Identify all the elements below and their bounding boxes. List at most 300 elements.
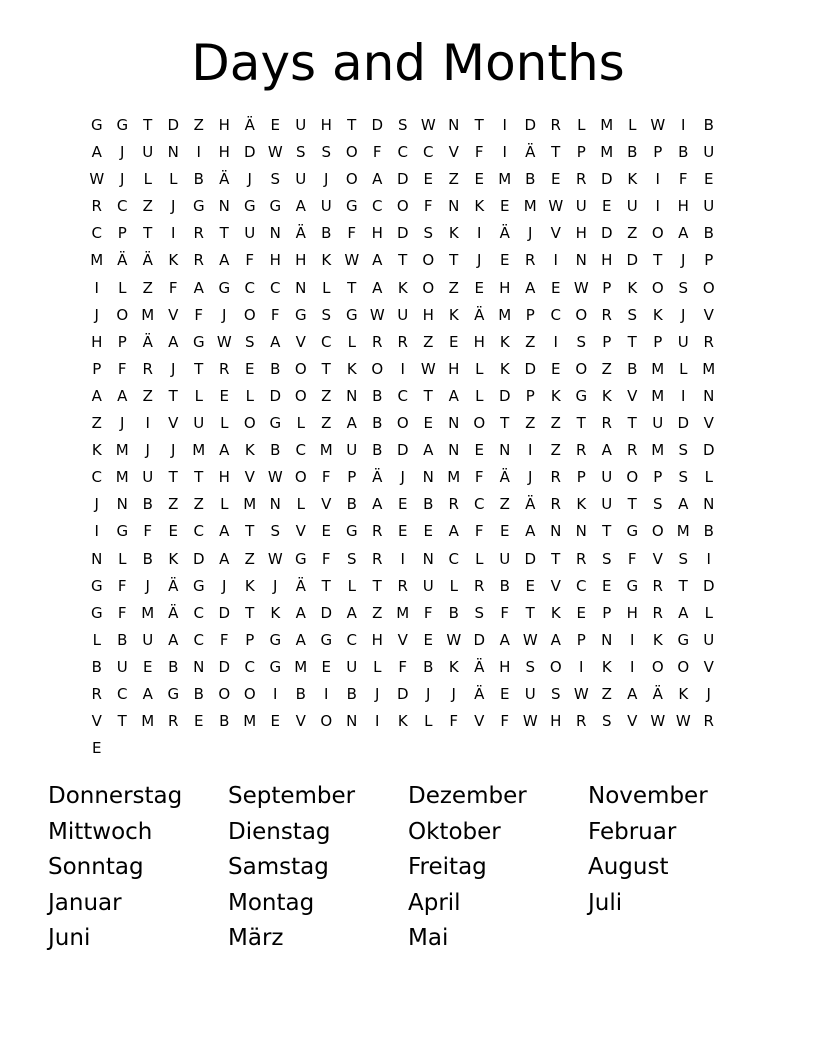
grid-letter: N [550, 522, 562, 541]
word-list-item: Mai [408, 925, 449, 951]
grid-letter: S [678, 278, 689, 297]
grid-letter: H [499, 657, 511, 676]
grid-letter: U [499, 549, 511, 568]
grid-letter: G [626, 522, 639, 541]
grid-letter: B [448, 603, 459, 622]
grid-letter: R [397, 576, 408, 595]
word-list-item: Dienstag [228, 818, 331, 845]
grid-letter: N [269, 495, 281, 514]
grid-letter: N [575, 522, 587, 541]
grid-letter: J [94, 495, 99, 514]
grid-letter: W [650, 116, 666, 134]
grid-letter: F [168, 278, 178, 297]
grid-letter: O [677, 657, 690, 676]
grid-letter: V [295, 712, 306, 731]
grid-letter: W [573, 278, 589, 297]
grid-letter: E [525, 576, 535, 595]
grid-letter: O [702, 278, 715, 297]
grid-letter: F [678, 170, 688, 189]
grid-letter: A [372, 278, 383, 297]
grid-letter: J [681, 251, 686, 270]
grid-letter: F [117, 576, 127, 595]
grid-letter: Z [244, 549, 255, 568]
grid-letter: V [627, 386, 638, 405]
grid-letter: G [269, 657, 282, 676]
grid-letter: E [551, 359, 561, 378]
grid-letter: F [423, 603, 433, 622]
grid-letter: C [193, 630, 204, 649]
grid-letter: N [448, 441, 460, 460]
grid-letter: M [115, 468, 129, 487]
word-list-item: Juni [48, 925, 91, 951]
grid-letter: C [244, 278, 255, 297]
grid-letter: G [90, 116, 103, 134]
grid-letter: G [192, 197, 205, 216]
grid-letter: H [371, 630, 383, 649]
grid-letter: A [270, 332, 281, 351]
grid-letter: M [523, 197, 537, 216]
grid-letter: T [551, 143, 561, 162]
grid-letter: B [703, 116, 714, 134]
grid-letter: J [145, 441, 150, 460]
grid-letter: N [346, 386, 358, 405]
grid-letter: N [703, 495, 715, 514]
grid-letter: T [678, 576, 688, 595]
grid-letter: C [193, 603, 204, 622]
grid-letter: B [168, 657, 179, 676]
grid-letter: G [269, 630, 282, 649]
grid-letter: Ä [142, 332, 153, 351]
grid-letter: T [194, 359, 204, 378]
grid-letter: K [550, 603, 561, 622]
grid-letter: W [522, 630, 538, 649]
grid-letter: B [346, 684, 357, 703]
grid-letter: C [295, 441, 306, 460]
grid-letter: O [294, 468, 307, 487]
grid-letter: Z [525, 332, 536, 351]
grid-letter: H [91, 332, 103, 351]
grid-letter: U [677, 332, 689, 351]
grid-letter: T [372, 576, 382, 595]
grid-letter: Z [525, 414, 536, 433]
grid-letter: O [575, 359, 588, 378]
word-list-item: Montag [228, 889, 315, 916]
grid-letter: V [295, 332, 306, 351]
grid-letter: Ä [474, 684, 485, 703]
grid-letter: R [219, 359, 230, 378]
grid-letter: C [117, 684, 128, 703]
grid-letter: Ä [525, 495, 536, 514]
grid-letter: Z [601, 684, 612, 703]
grid-letter: G [218, 278, 231, 297]
grid-letter: F [347, 224, 357, 243]
grid-letter: Z [601, 359, 612, 378]
grid-letter: G [192, 576, 205, 595]
grid-letter: O [651, 224, 664, 243]
grid-letter: H [601, 251, 613, 270]
grid-letter: V [448, 143, 459, 162]
grid-letter: F [500, 712, 510, 731]
grid-letter: R [576, 170, 587, 189]
grid-letter: A [91, 143, 102, 162]
grid-letter: H [218, 116, 230, 134]
grid-letter: A [499, 630, 510, 649]
grid-letter: Z [142, 278, 153, 297]
grid-letter: U [601, 495, 613, 514]
grid-letter: U [703, 143, 715, 162]
grid-letter: I [502, 143, 507, 162]
grid-letter: E [474, 170, 484, 189]
grid-letter: S [678, 549, 689, 568]
grid-letter: J [120, 414, 125, 433]
grid-letter: M [600, 116, 614, 134]
grid-letter: E [551, 278, 561, 297]
grid-letter: F [117, 359, 127, 378]
grid-letter: U [601, 468, 613, 487]
grid-letter: L [322, 278, 331, 297]
grid-letter: P [602, 332, 612, 351]
grid-letter: Z [193, 116, 204, 134]
grid-letter: M [600, 143, 614, 162]
grid-letter: H [295, 251, 307, 270]
grid-letter: M [243, 712, 257, 731]
grid-letter: E [270, 116, 280, 134]
grid-letter: N [295, 278, 307, 297]
grid-letter: O [371, 359, 384, 378]
grid-letter: R [550, 495, 561, 514]
grid-letter: V [244, 468, 255, 487]
grid-letter: U [346, 441, 358, 460]
grid-letter: A [168, 630, 179, 649]
grid-letter: B [372, 414, 383, 433]
grid-letter: Ä [372, 468, 383, 487]
grid-letter: T [423, 386, 433, 405]
grid-letter: I [630, 630, 635, 649]
grid-letter: F [372, 143, 382, 162]
grid-letter: N [422, 549, 434, 568]
grid-letter: D [626, 251, 639, 270]
grid-letter: A [117, 386, 128, 405]
grid-letter: L [475, 386, 484, 405]
letter-grid [84, 112, 722, 762]
grid-letter: M [702, 359, 716, 378]
grid-letter: L [704, 603, 713, 622]
grid-letter: O [243, 684, 256, 703]
grid-letter: U [116, 657, 128, 676]
grid-letter: T [398, 251, 408, 270]
grid-letter: I [528, 441, 533, 460]
grid-letter: J [171, 441, 176, 460]
grid-letter: R [168, 712, 179, 731]
grid-letter: N [448, 414, 460, 433]
grid-letter: E [143, 657, 153, 676]
grid-letter: V [474, 712, 485, 731]
grid-letter: O [473, 414, 486, 433]
grid-letter: S [550, 684, 561, 703]
grid-letter: O [345, 143, 358, 162]
grid-letter: A [678, 603, 689, 622]
grid-letter: J [528, 468, 533, 487]
grid-letter: F [194, 305, 204, 324]
grid-letter: A [423, 441, 434, 460]
grid-letter: F [321, 549, 331, 568]
grid-letter: D [243, 143, 256, 162]
grid-letter: L [373, 657, 382, 676]
grid-letter: Ä [474, 657, 485, 676]
grid-letter: T [500, 414, 510, 433]
grid-letter: A [678, 224, 689, 243]
grid-letter: Ä [474, 305, 485, 324]
grid-letter: E [704, 170, 714, 189]
grid-letter: E [92, 739, 102, 758]
grid-letter: V [397, 630, 408, 649]
grid-letter: A [678, 495, 689, 514]
grid-letter: G [243, 197, 256, 216]
grid-letter: T [168, 468, 178, 487]
grid-letter: P [653, 332, 663, 351]
grid-letter: T [321, 576, 331, 595]
grid-letter: P [576, 630, 586, 649]
grid-letter: G [269, 197, 282, 216]
grid-letter: O [396, 197, 409, 216]
grid-letter: E [576, 603, 586, 622]
grid-letter: V [550, 224, 561, 243]
grid-letter: S [678, 441, 689, 460]
grid-letter: F [474, 522, 484, 541]
grid-letter: L [475, 549, 484, 568]
grid-letter: E [500, 251, 510, 270]
grid-letter: E [219, 386, 229, 405]
grid-letter: G [90, 603, 103, 622]
grid-letter: L [347, 332, 356, 351]
grid-letter: T [117, 712, 127, 731]
grid-letter: S [423, 224, 434, 243]
grid-letter: M [676, 522, 690, 541]
grid-letter: L [347, 576, 356, 595]
grid-letter: P [525, 386, 535, 405]
word-list-item: Freitag [408, 854, 487, 880]
grid-letter: V [321, 495, 332, 514]
grid-letter: V [703, 414, 714, 433]
grid-letter: C [193, 522, 204, 541]
grid-letter: V [91, 712, 102, 731]
grid-letter: D [218, 657, 231, 676]
grid-letter: P [525, 305, 535, 324]
grid-letter: D [524, 116, 537, 134]
grid-letter: U [524, 684, 536, 703]
grid-letter: T [347, 278, 357, 297]
grid-letter: F [270, 305, 280, 324]
grid-letter: O [651, 522, 664, 541]
grid-letter: T [347, 116, 357, 134]
grid-letter: H [677, 197, 689, 216]
grid-letter: H [269, 251, 281, 270]
grid-letter: E [551, 170, 561, 189]
grid-letter: W [650, 712, 666, 731]
grid-letter: D [396, 224, 409, 243]
grid-letter: A [295, 630, 306, 649]
grid-letter: A [219, 441, 230, 460]
grid-letter: T [653, 251, 663, 270]
grid-letter: J [528, 224, 533, 243]
grid-letter: A [601, 441, 612, 460]
grid-letter: R [703, 332, 714, 351]
grid-letter: U [244, 224, 256, 243]
grid-letter: I [630, 657, 635, 676]
grid-letter: K [652, 305, 663, 324]
grid-letter: B [142, 549, 153, 568]
grid-letter: O [116, 305, 129, 324]
grid-letter: D [473, 630, 486, 649]
page-title: Days and Months [191, 34, 625, 92]
grid-letter: J [706, 684, 711, 703]
grid-letter: R [193, 251, 204, 270]
grid-letter: E [194, 712, 204, 731]
grid-letter: H [626, 603, 638, 622]
grid-letter: O [243, 305, 256, 324]
grid-letter: L [628, 116, 637, 134]
grid-letter: L [296, 414, 305, 433]
grid-letter: E [168, 522, 178, 541]
grid-letter: V [168, 305, 179, 324]
grid-letter: F [398, 657, 408, 676]
grid-letter: E [398, 495, 408, 514]
grid-letter: A [193, 278, 204, 297]
grid-letter: N [269, 224, 281, 243]
grid-letter: M [243, 495, 257, 514]
grid-letter: I [273, 684, 278, 703]
grid-letter: F [627, 549, 637, 568]
word-list [48, 779, 768, 957]
grid-letter: R [193, 224, 204, 243]
grid-letter: Z [627, 224, 638, 243]
grid-letter: C [397, 143, 408, 162]
grid-letter: H [422, 305, 434, 324]
grid-letter: F [219, 630, 229, 649]
grid-letter: T [245, 603, 255, 622]
grid-letter: M [651, 359, 665, 378]
grid-letter: U [142, 143, 154, 162]
grid-letter: F [500, 603, 510, 622]
grid-letter: J [477, 251, 482, 270]
grid-letter: R [627, 441, 638, 460]
grid-letter: U [295, 116, 307, 134]
grid-letter: G [192, 332, 205, 351]
grid-letter: C [321, 332, 332, 351]
grid-letter: A [295, 603, 306, 622]
grid-letter: I [706, 549, 711, 568]
grid-letter: C [576, 576, 587, 595]
grid-letter: C [91, 468, 102, 487]
grid-letter: S [576, 332, 587, 351]
grid-letter: Z [448, 170, 459, 189]
grid-letter: K [244, 576, 255, 595]
grid-letter: S [244, 332, 255, 351]
grid-letter: R [142, 359, 153, 378]
grid-letter: F [321, 468, 331, 487]
grid-letter: C [474, 495, 485, 514]
grid-letter: C [397, 386, 408, 405]
grid-letter: O [294, 359, 307, 378]
grid-letter: K [627, 278, 638, 297]
grid-letter: D [192, 549, 205, 568]
grid-letter: Z [168, 495, 179, 514]
grid-letter: E [500, 522, 510, 541]
grid-letter: N [116, 495, 128, 514]
grid-letter: G [677, 630, 690, 649]
grid-letter: A [91, 386, 102, 405]
grid-letter: M [141, 712, 155, 731]
grid-letter: I [553, 332, 558, 351]
grid-letter: Z [550, 414, 561, 433]
grid-letter: J [222, 305, 227, 324]
grid-letter: B [321, 224, 332, 243]
grid-letter: O [422, 278, 435, 297]
grid-letter: L [679, 359, 688, 378]
grid-letter: B [117, 630, 128, 649]
grid-letter: U [626, 197, 638, 216]
grid-letter: D [677, 414, 690, 433]
grid-letter: M [141, 603, 155, 622]
word-list-item: August [588, 854, 669, 880]
grid-letter: S [270, 170, 281, 189]
grid-letter: G [345, 305, 358, 324]
grid-letter: P [704, 251, 714, 270]
grid-letter: W [216, 332, 232, 351]
grid-letter: S [601, 549, 612, 568]
grid-letter: W [446, 630, 462, 649]
grid-letter: J [273, 576, 278, 595]
grid-letter: B [91, 657, 102, 676]
grid-letter: K [244, 441, 255, 460]
grid-letter: U [295, 170, 307, 189]
grid-letter: A [525, 522, 536, 541]
grid-letter: C [117, 197, 128, 216]
grid-letter: U [193, 414, 205, 433]
grid-letter: K [448, 657, 459, 676]
grid-letter: S [397, 116, 408, 134]
grid-letter: P [245, 630, 255, 649]
grid-letter: D [498, 386, 511, 405]
grid-letter: A [550, 630, 561, 649]
grid-letter: E [449, 332, 459, 351]
grid-letter: I [196, 143, 201, 162]
grid-letter: E [270, 712, 280, 731]
grid-letter: G [575, 386, 588, 405]
grid-letter: U [703, 630, 715, 649]
grid-letter: V [627, 712, 638, 731]
grid-letter: S [295, 143, 306, 162]
grid-letter: R [525, 251, 536, 270]
grid-letter: N [499, 441, 511, 460]
grid-letter: M [319, 441, 333, 460]
grid-letter: K [448, 305, 459, 324]
grid-letter: V [295, 522, 306, 541]
grid-letter: D [396, 684, 409, 703]
grid-letter: R [601, 305, 612, 324]
word-list-item: Sonntag [48, 854, 144, 880]
grid-letter: O [396, 414, 409, 433]
grid-letter: I [94, 278, 99, 297]
grid-letter: K [397, 712, 408, 731]
grid-letter: T [194, 468, 204, 487]
grid-letter: K [346, 359, 357, 378]
grid-letter: P [117, 332, 127, 351]
grid-letter: K [448, 224, 459, 243]
grid-letter: H [499, 278, 511, 297]
grid-letter: G [116, 116, 129, 134]
grid-letter: A [372, 251, 383, 270]
